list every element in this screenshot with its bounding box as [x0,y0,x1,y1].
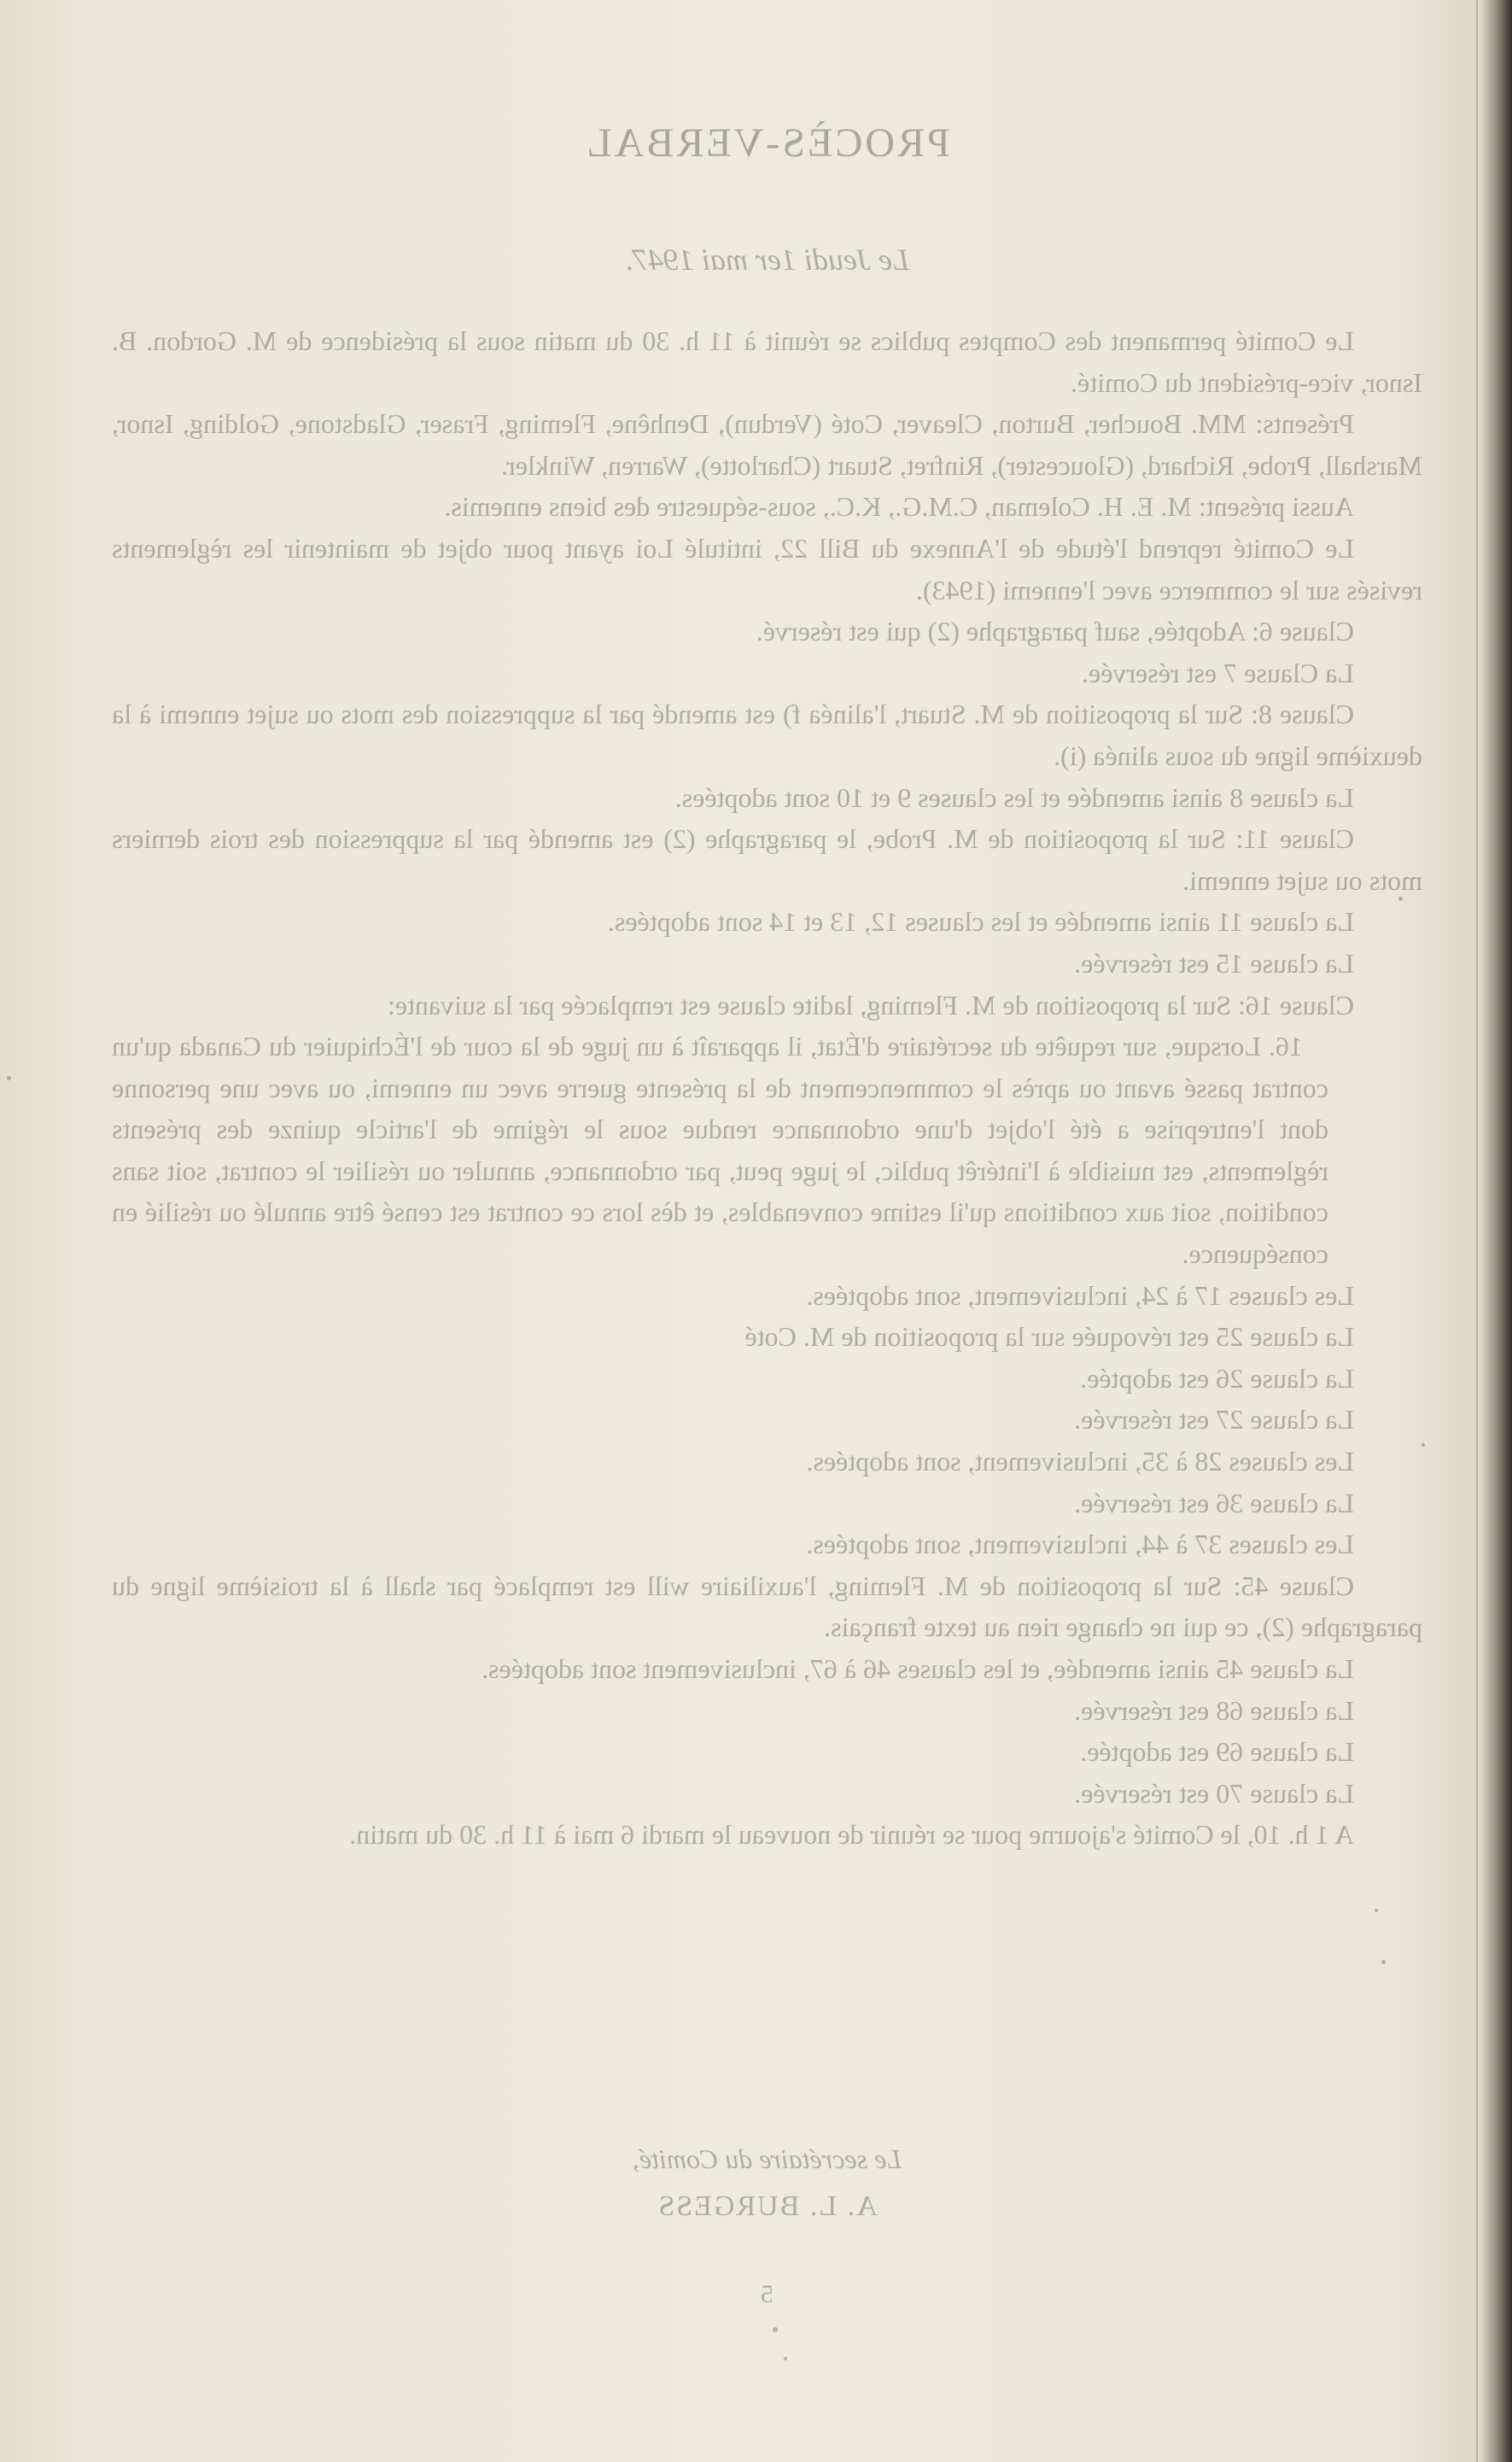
scan-speck [1422,1443,1425,1447]
paragraph-opening: Le Comité permanent des Comptes publics se réunit à 11 h. 30 du matin sous la présidence de M. Gordon. B. Isnor, vice-président du Comité. [112,325,1422,398]
paragraph-clause-11: Clause 11: Sur la proposition de M. Probe, le paragraphe (2) est amendé par la suppression des trois derniers mots ou sujet ennemi. [112,823,1422,896]
paragraph-clause-15: La clause 15 est réservée. [1074,947,1354,979]
paragraph-clauses-37-44: Les clauses 37 à 44, inclusivement, sont adoptées. [806,1529,1354,1560]
scan-speck [773,2327,778,2332]
paragraph-clause-7: La Clause 7 est réservée. [1082,657,1354,688]
paragraph-clauses-45-67: La clause 45 ainsi amendée, et les clauses 46 à 67, inclusivement sont adoptées. [482,1653,1354,1684]
paragraph-clause-8-adopted: La clause 8 ainsi amendée et les clauses 9 et 10 sont adoptées. [674,781,1354,813]
scan-speck [7,1076,11,1080]
signature-label: Le secrétaire du Comité, [632,2143,902,2174]
page-edge-line [1476,0,1478,2462]
signature-name: A. L. BURGESS [657,2190,878,2222]
paragraph-clauses-17-24: Les clauses 17 à 24, inclusivement, sont adoptées. [806,1279,1354,1311]
paragraph-clause-11-adopted: La clause 11 ainsi amendée et les clauses 12, 13 et 14 sont adoptées. [607,906,1354,938]
paragraph-clause-69: La clause 69 est adoptée. [1080,1736,1354,1768]
paragraph-bill-study: Le Comité reprend l'étude de l'Annexe du Bill 22, intitulé Loi ayant pour objet de maintenir les règlements revisés sur le commerce avec l'ennemi (1943). [112,532,1422,605]
paragraph-clause-68: La clause 68 est réservée. [1074,1694,1354,1726]
scan-speck [1381,1960,1386,1964]
quoted-clause-16: 16. Lorsque, sur requête du secrétaire d'État, il apparaît à un juge de la cour de l'Échiquier du Canada qu'un contrat passé avant ou après le commencement de la présente guerre avec un ennemi, ou avec une personne dont l'entreprise a été l'objet d'une ordonnance rendue sous le régime de l'article quinze des présents règlements, est nuisible à l'intérêt public, le juge peut, par ordonnance, annuler ou résilier le contrat, soit sans condition, soit aux conditions qu'il estime convenables, et dès lors ce contrat est censé être annulé ou résilié en conséquence. [112,1031,1328,1270]
paragraph-clause-70: La clause 70 est réservée. [1074,1777,1354,1809]
minutes-body [112,320,1422,1856]
paragraph-present: Présents: MM. Boucher, Burton, Cleaver, Coté (Verdun), Denhêne, Fleming, Fraser, Gladstone, Golding, Isnor, Marshall, Probe, Richard, (Gloucester), Rinfret, Stuart (Charlotte), Warren, Winkler. [112,408,1422,481]
paragraph-adjournment: A 1 h. 10, le Comité s'ajourne pour se réunir de nouveau le mardi 6 mai à 11 h. 30 du matin. [349,1819,1354,1851]
paragraph-clause-45: Clause 45: Sur la proposition de M. Fleming, l'auxiliaire will est remplacé par shall à la troisième ligne du paragraphe (2), ce qui ne change rien au texte français. [112,1570,1422,1643]
paragraph-clause-27: La clause 27 est réservée. [1074,1404,1354,1436]
scan-speck [784,2357,787,2360]
paragraph-clause-16: Clause 16: Sur la proposition de M. Fleming, ladite clause est remplacée par la suivante: [387,989,1354,1020]
paragraph-clause-36: La clause 36 est réservée. [1074,1487,1354,1518]
page-number: 5 [761,2280,774,2308]
meeting-date: Le Jeudi 1er mai 1947. [625,243,909,277]
scan-speck [1398,897,1403,901]
paragraph-clause-8: Clause 8: Sur la proposition de M. Stuart, l'alinéa f) est amendé par la suppression des mots ou sujet ennemi à la deuxième ligne du sous alinéa (i). [112,699,1422,771]
paragraph-clause-25: La clause 25 est révoquée sur la proposition de M. Coté [744,1321,1354,1353]
document-title: PROCÈS-VERBAL [584,120,950,166]
scan-speck [1375,1909,1378,1912]
paragraph-clauses-28-35: Les clauses 28 à 35, inclusivement, sont adoptées. [806,1446,1354,1477]
paragraph-also-present: Aussi présent: M. E. H. Coleman, C.M.G., K.C., sous-séquestre des biens ennemis. [444,491,1354,523]
paragraph-clause-6: Clause 6: Adoptée, sauf paragraphe (2) qui est réservé. [756,616,1354,647]
page-edge-shadow [1481,0,1512,2462]
paragraph-clause-26: La clause 26 est adoptée. [1080,1362,1354,1394]
